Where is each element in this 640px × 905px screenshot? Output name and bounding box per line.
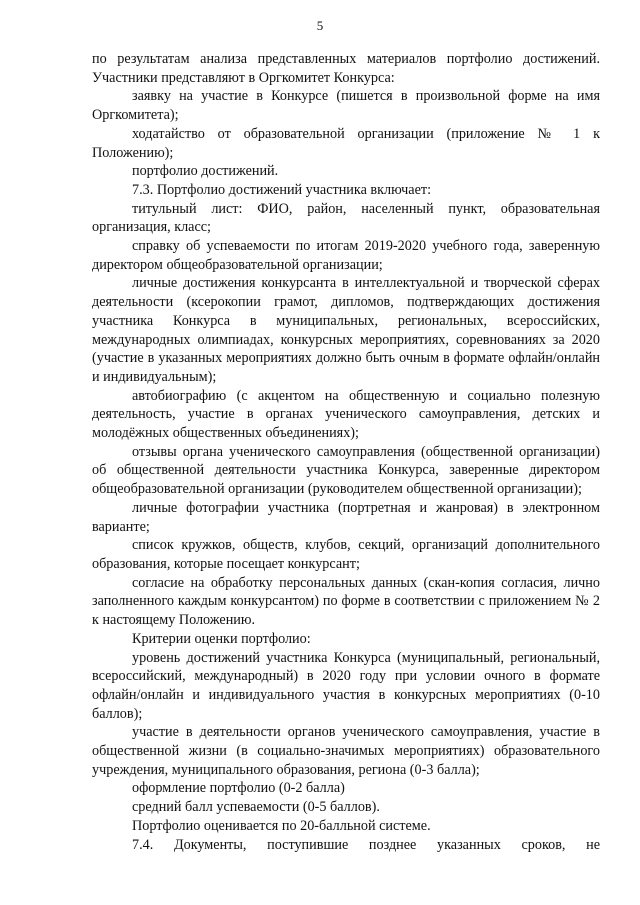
paragraph: личные фотографии участника (портретная и жанровая) в электронном варианте; xyxy=(92,499,600,535)
paragraph: справку об успеваемости по итогам 2019-2020 учебного года, заверенную директором общеобразовательной организации; xyxy=(92,238,600,273)
paragraph: заявку на участие в Конкурсе (пишется в произвольной форме на имя Оргкомитета); xyxy=(92,88,600,124)
paragraph: Критерии оценки портфолио: xyxy=(132,630,311,647)
section-heading: 7.3. Портфолио достижений участника включает: xyxy=(132,181,432,198)
paragraph: личные достижения конкурсанта в интеллектуальной и творческой сферах деятельности (ксерокопии грамот, дипломов, подтверждающих достижения участника Конкурса в муниципальных, региональных, всероссийских, международных олимпиадах, конкурсных мероприятиях, соревнованиях за 2020 (участие в указанных мероприятиях должно быть очным в формате офлайн/онлайн и индивидуальным); xyxy=(92,275,600,385)
paragraph: согласие на обработку персональных данных (скан-копия согласия, лично заполненного каждым конкурсантом) по форме в соответствии с приложением № 2 к настоящему Положению. xyxy=(92,574,600,629)
paragraph: оформление портфолио (0-2 балла) xyxy=(132,780,345,797)
page-number: 5 xyxy=(316,18,324,33)
paragraph: отзывы органа ученического самоуправления (общественной организации) об общественной деятельности участника Конкурса, заверенные директором общеобразовательной организации (руководителем общественной организации); xyxy=(92,443,600,498)
paragraph: портфолио достижений. xyxy=(132,163,279,180)
paragraph: ходатайство от образовательной организации (приложение № 1 к Положению); xyxy=(92,125,600,161)
section-heading: 7.4. Документы, поступившие позднее указанных сроков, не xyxy=(132,836,600,853)
paragraph: уровень достижений участника Конкурса (муниципальный, региональный, всероссийский, международный) в 2020 году при условии очного в формате офлайн/онлайн и индивидуального участия в конкурсных мероприятиях (0-10 баллов); xyxy=(92,649,600,722)
paragraph: по результатам анализа представленных материалов портфолио достижений. Участники представляют в Оргкомитет Конкурса: xyxy=(92,51,600,86)
paragraph: участие в деятельности органов ученического самоуправления, участие в общественной жизни (в социально-значимых мероприятиях) образовательного учреждения, муниципального образования, региона (0-3 балла); xyxy=(92,724,600,778)
paragraph: Портфолио оценивается по 20-балльной системе. xyxy=(132,817,431,834)
document-body xyxy=(92,50,600,854)
paragraph: средний балл успеваемости (0-5 баллов). xyxy=(132,799,380,816)
paragraph: титульный лист: ФИО, район, населенный пункт, образовательная организация, класс; xyxy=(92,200,600,236)
paragraph: автобиографию (с акцентом на общественную и социально полезную деятельность, участие в органах ученического самоуправления, детских и молодёжных общественных объединениях); xyxy=(92,387,600,442)
paragraph: список кружков, обществ, клубов, секций, организаций дополнительного образования, которые посещает конкурсант; xyxy=(92,537,600,572)
